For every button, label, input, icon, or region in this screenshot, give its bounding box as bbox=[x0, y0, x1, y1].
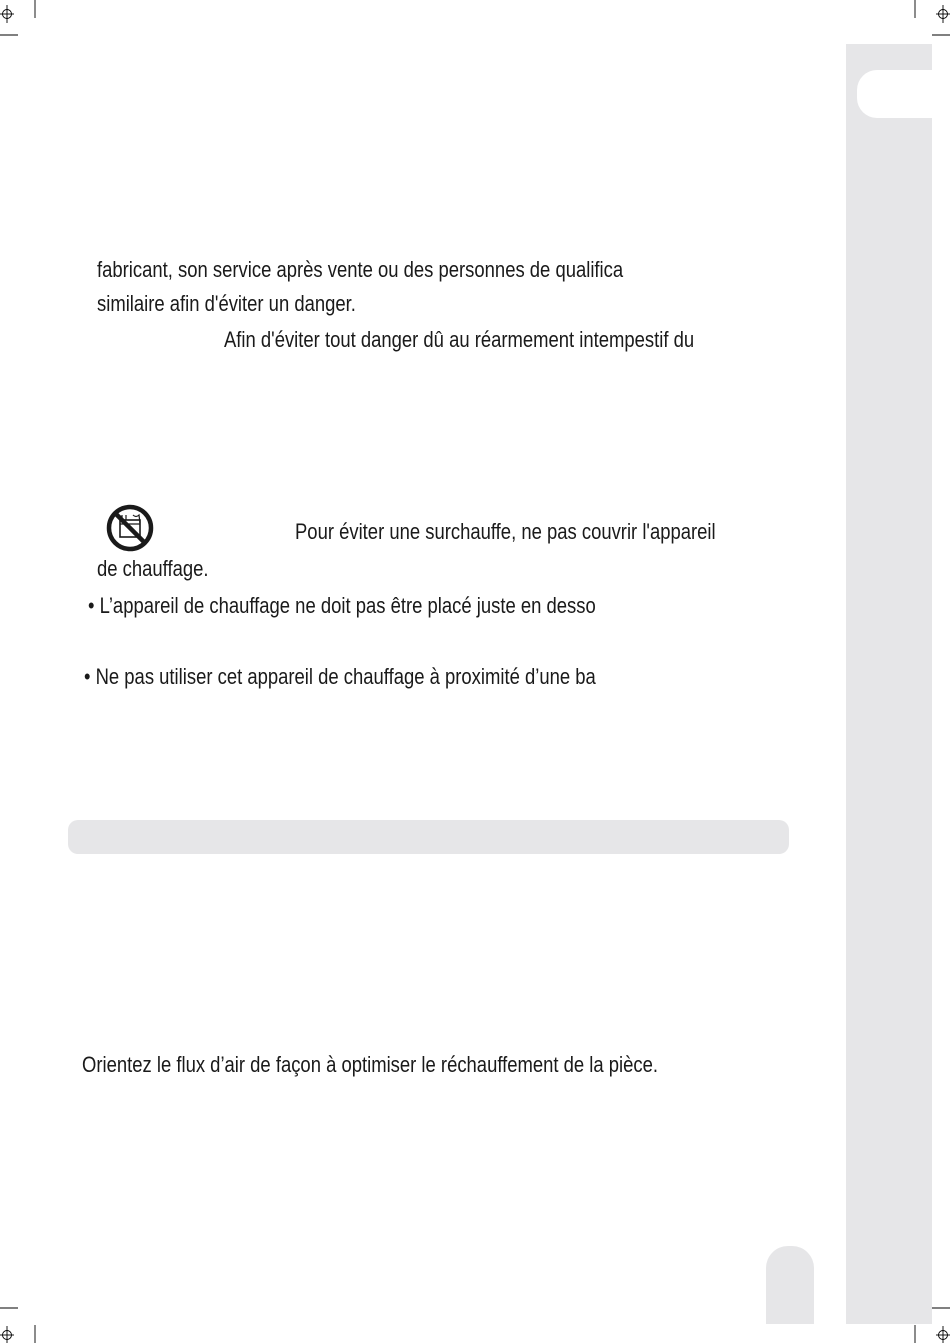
text-line-2: similaire afin d'éviter un danger. bbox=[97, 291, 356, 316]
bullet-line-1: • L’appareil de chauffage ne doit pas être placé juste en desso bbox=[88, 593, 596, 618]
airflow-line: Orientez le flux d’air de façon à optimiser le réchauffement de la pièce. bbox=[82, 1052, 659, 1077]
crop-mark-icon bbox=[0, 0, 40, 40]
crop-mark-icon bbox=[910, 0, 950, 40]
text-line-4: Pour éviter une surchauffe, ne pas couvrir l'appareil bbox=[295, 519, 716, 544]
text-line-1: fabricant, son service après vente ou des personnes de qualifica bbox=[97, 257, 624, 282]
crop-mark-icon bbox=[0, 1303, 40, 1343]
page-number-tab bbox=[766, 1246, 814, 1324]
side-tab bbox=[857, 70, 932, 118]
section-header-bar bbox=[68, 820, 789, 854]
do-not-cover-icon bbox=[105, 503, 155, 553]
bullet-line-2: • Ne pas utiliser cet appareil de chauffage à proximité d’une ba bbox=[84, 664, 596, 689]
text-line-3: Afin d'éviter tout danger dû au réarmement intempestif du bbox=[224, 327, 695, 352]
text-line-5: de chauffage. bbox=[97, 556, 209, 581]
crop-mark-icon bbox=[910, 1303, 950, 1343]
side-band bbox=[846, 44, 932, 1324]
